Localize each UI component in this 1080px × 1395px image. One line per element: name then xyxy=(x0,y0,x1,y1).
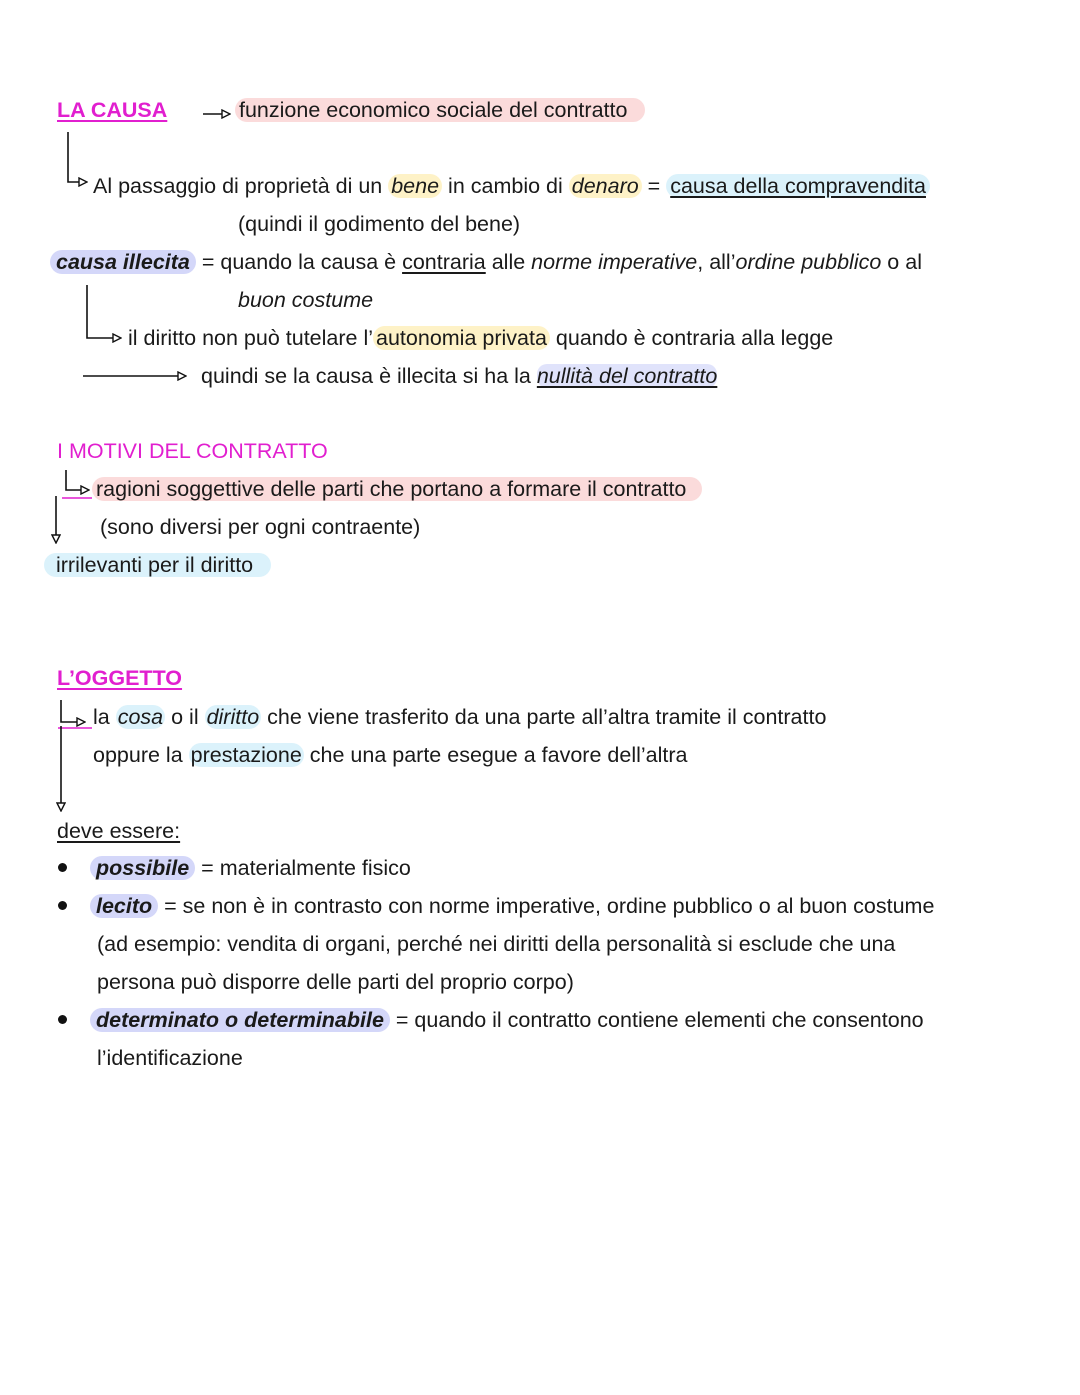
lecito-cont2: persona può disporre delle parti del proprio corpo) xyxy=(97,970,574,994)
illecita-eq: = quando la causa è xyxy=(195,250,403,274)
term-autonomia-privata: autonomia privata xyxy=(373,326,550,350)
causa-compravendita: causa della compravendita xyxy=(666,174,930,198)
causa-example-mid: in cambio di xyxy=(442,174,569,198)
motivi-note: (sono diversi per ogni contraente) xyxy=(100,515,421,539)
term-ordine-pubblico: ordine pubblico xyxy=(735,250,882,274)
bullet-icon xyxy=(58,863,67,872)
causa-definition: funzione economico sociale del contratto xyxy=(235,98,645,122)
term-prestazione: prestazione xyxy=(190,743,302,767)
tutela-pre: il diritto non può tutelare l’ xyxy=(128,326,374,350)
motivi-irrelevant: irrilevanti per il diritto xyxy=(44,553,271,577)
causa-example-note: (quindi il godimento del bene) xyxy=(238,212,521,236)
nullita-pre: quindi se la causa è illecita si ha la xyxy=(201,364,537,388)
term-possibile: possibile xyxy=(90,856,195,880)
term-lecito: lecito xyxy=(90,894,158,918)
term-denaro: denaro xyxy=(569,174,642,198)
causa-elbow-arrow xyxy=(68,132,86,182)
illecita-alle: alle xyxy=(485,250,532,274)
causa-example-pre: Al passaggio di proprietà di un xyxy=(93,174,389,198)
tutela-row xyxy=(128,323,833,353)
oggetto-line1-mid: o il xyxy=(165,705,205,729)
term-bene: bene xyxy=(388,174,442,198)
motivi-elbow-arrow xyxy=(66,470,88,490)
deve-essere: deve essere: xyxy=(57,819,181,843)
motivi-irrelevant-row xyxy=(44,550,271,580)
illecita-comma: , all’ xyxy=(697,250,736,274)
causa-example-eq: = xyxy=(641,174,667,198)
lecito-cont1: (ad esempio: vendita di organi, perché nei diritti della personalità si esclude che una xyxy=(97,932,896,956)
oggetto-line1-pre: la xyxy=(93,705,116,729)
term-determinato: determinato o determinabile xyxy=(90,1008,390,1032)
tutela-post: quando è contraria alla legge xyxy=(549,326,834,350)
causa-example xyxy=(93,171,930,201)
motivi-definition: ragioni soggettive delle parti che portano a formare il contratto xyxy=(92,477,702,501)
determinato-cont: l’identificazione xyxy=(97,1046,243,1070)
item-determinato xyxy=(90,1005,924,1035)
term-buon-costume: buon costume xyxy=(238,288,374,312)
item-lecito xyxy=(90,891,934,921)
lecito-text: = se non è in contrasto con norme imperative, ordine pubblico o al buon costume xyxy=(158,894,935,918)
causa-illecita-term: causa illecita xyxy=(50,250,196,274)
oggetto-line2-pre: oppure la xyxy=(93,743,189,767)
causa-definition-row xyxy=(235,95,645,125)
causa-illecita-row xyxy=(50,247,922,277)
motivi-definition-row xyxy=(92,474,702,504)
oggetto-line2 xyxy=(93,740,687,770)
bullet-icon xyxy=(58,1015,67,1024)
motivi-heading: I MOTIVI DEL CONTRATTO xyxy=(57,439,328,463)
oggetto-heading: L’OGGETTO xyxy=(57,666,183,690)
term-diritto: diritto xyxy=(206,705,260,729)
determinato-text: = quando il contratto contiene elementi che consentono xyxy=(389,1008,924,1032)
possibile-text: = materialmente fisico xyxy=(195,856,411,880)
bullet-icon xyxy=(58,901,67,910)
oggetto-line1-post: che viene trasferito da una parte all’altra tramite il contratto xyxy=(261,705,827,729)
illecita-oal: o al xyxy=(881,250,922,274)
illecita-elbow-arrow xyxy=(87,285,120,338)
nullita-row xyxy=(201,361,717,391)
term-cosa: cosa xyxy=(117,705,164,729)
term-nullita: nullità del contratto xyxy=(536,364,718,388)
causa-heading: LA CAUSA xyxy=(57,98,168,122)
oggetto-elbow-arrow xyxy=(61,700,84,722)
causa-heading-row xyxy=(57,95,167,125)
item-possibile xyxy=(90,853,411,883)
term-norme-imperative: norme imperative xyxy=(531,250,698,274)
term-contraria: contraria xyxy=(402,250,486,274)
oggetto-line1 xyxy=(93,702,826,732)
oggetto-line2-post: che una parte esegue a favore dell’altra xyxy=(303,743,688,767)
